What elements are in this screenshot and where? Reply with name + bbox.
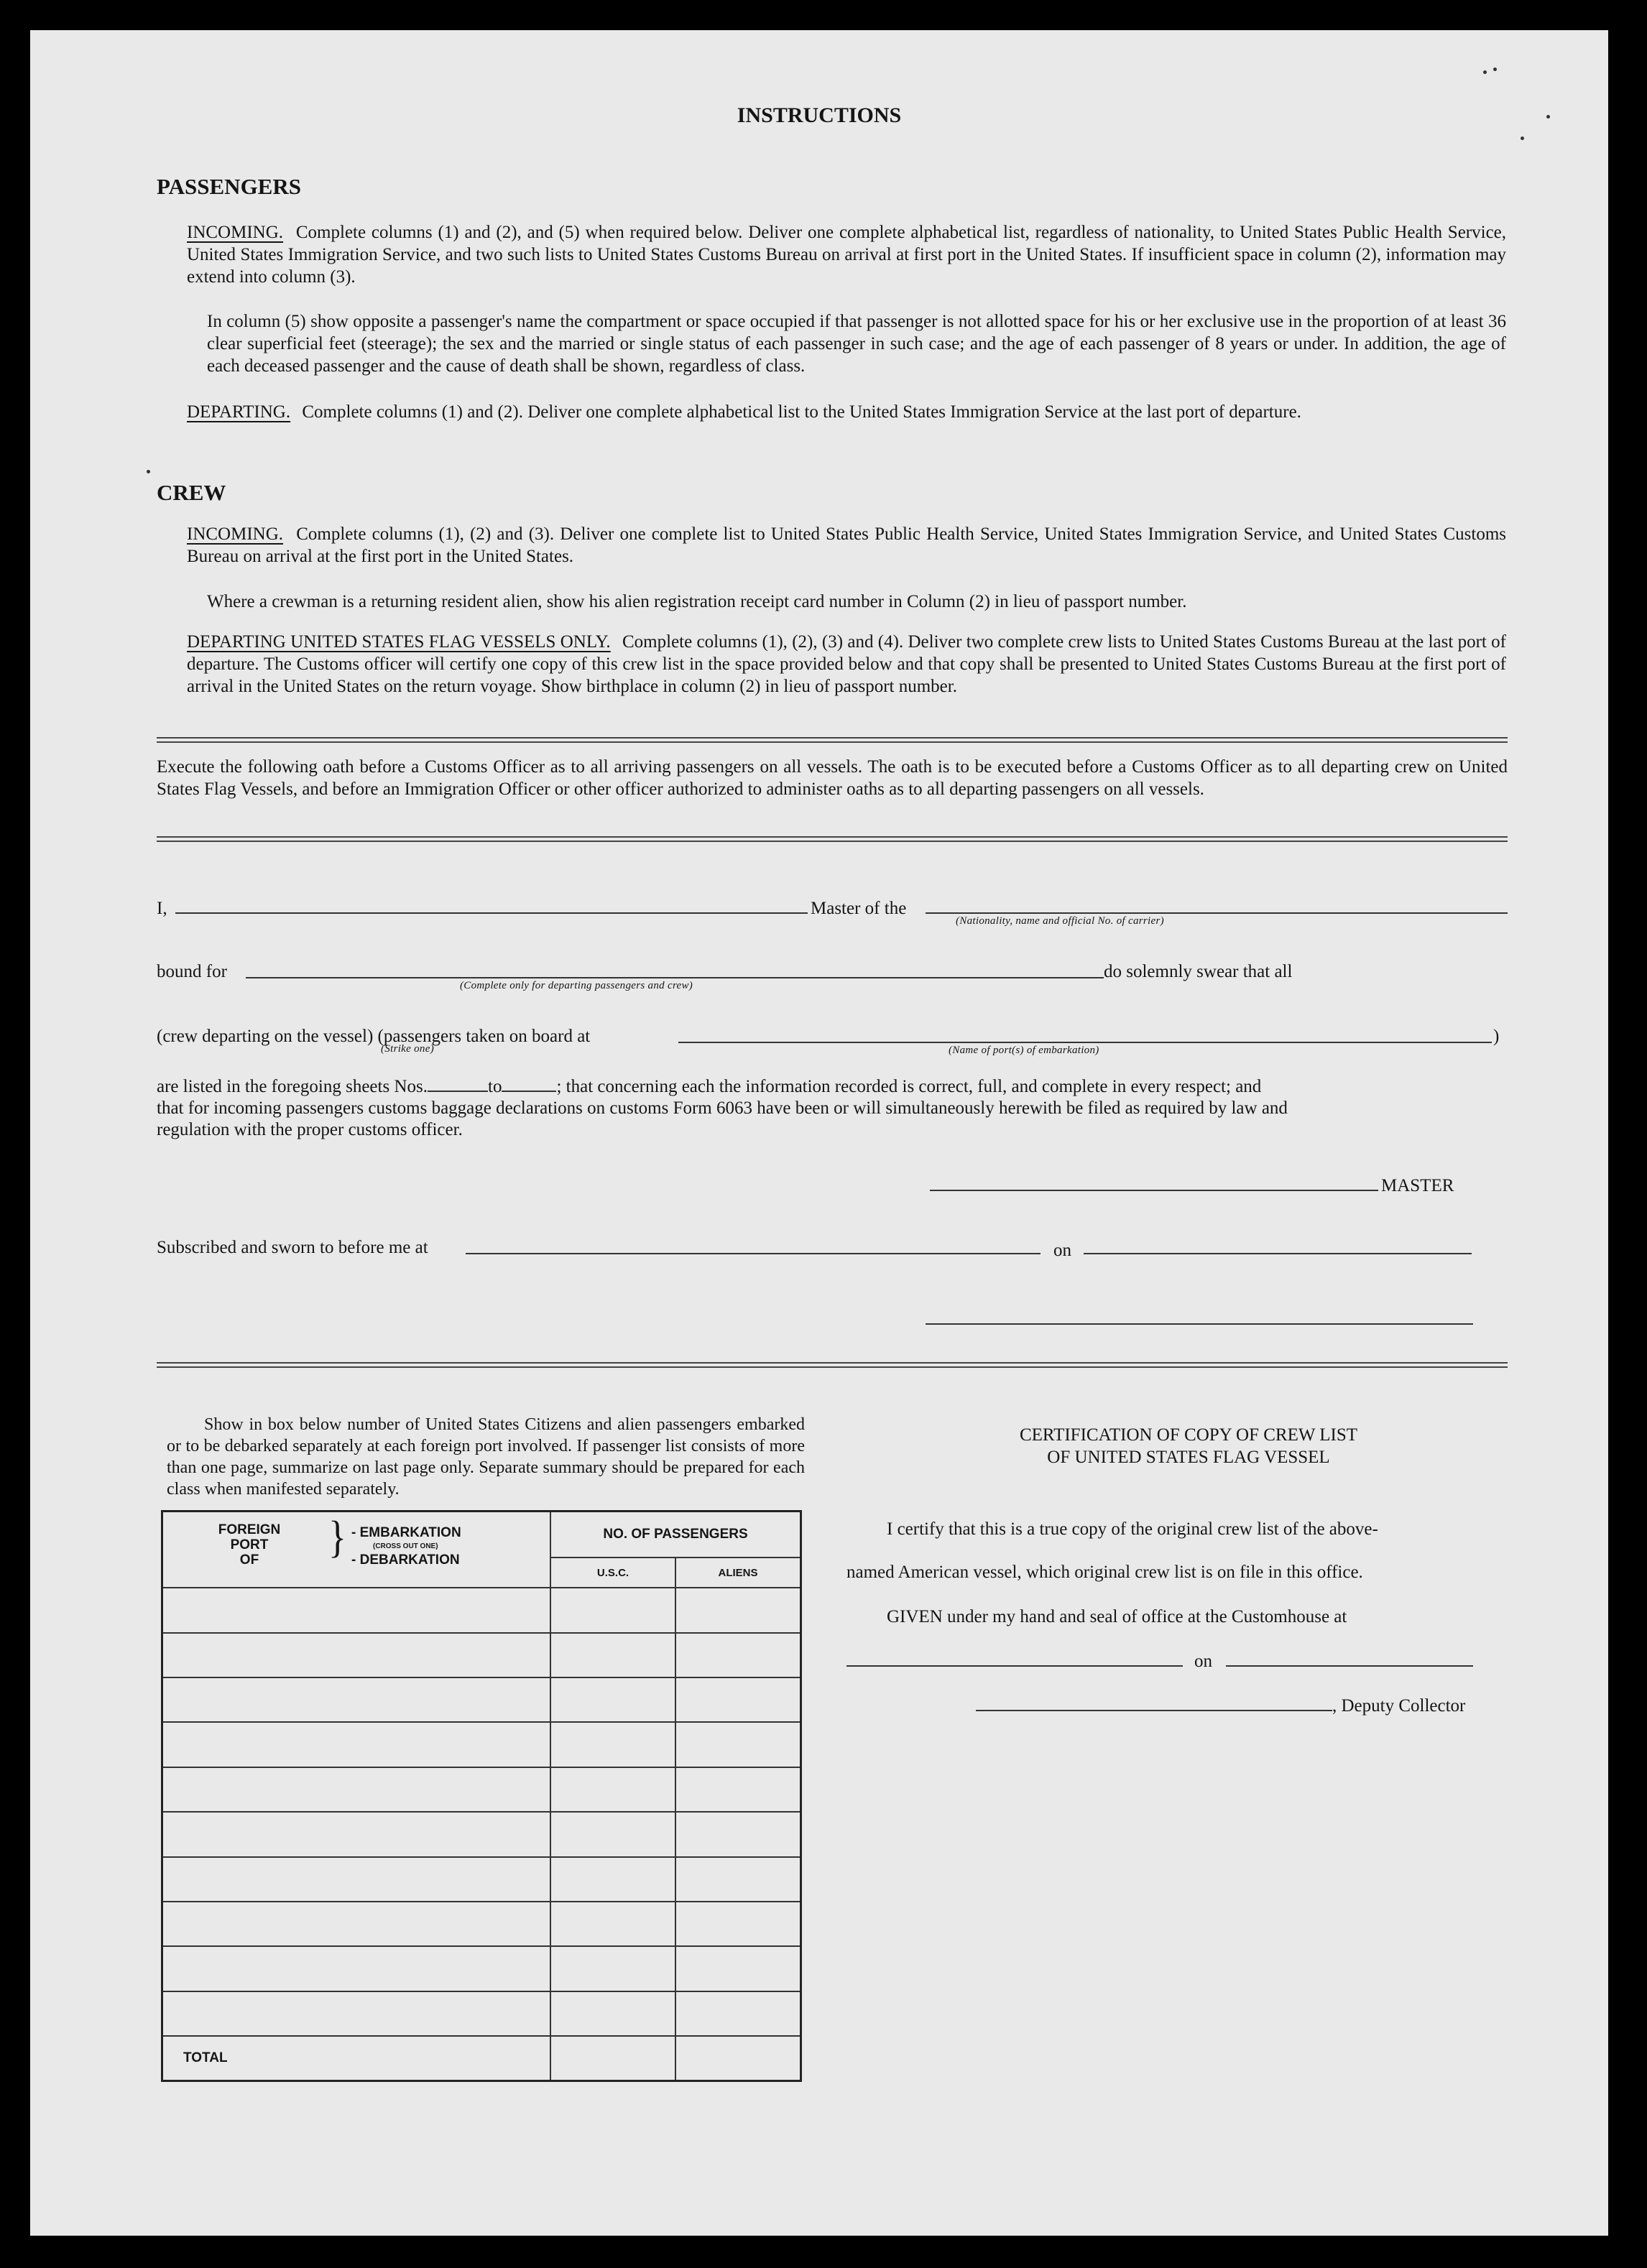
master-signature-field[interactable] [930, 1190, 1378, 1191]
summary-paragraph: Show in box below number of United States Citizens and alien passengers embarked or to be debarked separately at each foreign port involved. If passenger list consists of more than one page, summarize on last page only. Separate summary should be prepared for each class when manifested separately. [167, 1415, 805, 1499]
aliens-cell[interactable] [675, 1946, 801, 1991]
foreign-port-label [192, 1522, 307, 1568]
embarkation-label: - EMBARKATION [351, 1525, 461, 1540]
passenger-summary-table [161, 1510, 802, 2082]
aliens-cell[interactable] [675, 1677, 801, 1722]
cross-out-label: (CROSS OUT ONE) [373, 1542, 438, 1550]
usc-cell[interactable] [550, 1677, 675, 1722]
divider [157, 1362, 1508, 1368]
given-line: GIVEN under my hand and seal of office at the Customhouse at [887, 1607, 1347, 1626]
port-cell[interactable] [162, 1991, 551, 2036]
total-aliens-cell[interactable] [675, 2036, 801, 2080]
oath-i-label: I, [157, 899, 167, 918]
deputy-collector-label: , Deputy Collector [1332, 1696, 1466, 1716]
total-usc-cell[interactable] [550, 2036, 675, 2080]
divider [157, 836, 1508, 842]
passengers-column5-paragraph: In column (5) show opposite a passenger's name the compartment or space occupied if that passenger is not allotted space for his or her exclusive use in the proportion of at least 36 clear superficial feet (steerage); the sex and the married or single status of each passenger in such case; and the age of each passenger of 8 years or under. In addition, the age of each deceased passenger and the cause of death shall be shown, regardless of class. [207, 312, 1506, 376]
usc-cell[interactable] [550, 1812, 675, 1856]
table-row [162, 1588, 801, 1632]
listed-rest-3: regulation with the proper customs officer. [157, 1120, 463, 1139]
table-row [162, 1722, 801, 1767]
table-row [162, 1812, 801, 1856]
crew-incoming-paragraph [187, 523, 1506, 568]
listed-rest-1: ; that concerning each the information recorded is correct, full, and complete in every respect; and [556, 1077, 1262, 1096]
carrier-field[interactable] [926, 912, 1508, 914]
passengers-departing-paragraph [187, 401, 1506, 423]
bound-for-label: bound for [157, 962, 227, 981]
certification-title-line-1: CERTIFICATION OF COPY OF CREW LIST [1019, 1425, 1358, 1445]
passengers-incoming-text: Complete columns (1) and (2), and (5) when required below. Deliver one complete alphabetical list, regardless of nationality, to United States Public Health Service, United States Immigration Service, and two such lists to United States Customs Bureau on arrival at first port in the United States. If insufficient space in column (2), information may extend into column (3). [187, 223, 1507, 287]
divider [157, 737, 1508, 743]
sheet-to-field[interactable] [502, 1091, 556, 1092]
certify-line-2: named American vessel, which original crew list is on file in this office. [846, 1563, 1363, 1582]
aliens-cell[interactable] [675, 1588, 801, 1632]
certification-title-line-2: OF UNITED STATES FLAG VESSEL [1047, 1448, 1330, 1467]
foreign-port-line-1: FOREIGN [218, 1522, 281, 1537]
master-label: MASTER [1381, 1176, 1454, 1195]
nationality-hint: (Nationality, name and official No. of carrier) [956, 915, 1164, 927]
passengers-departing-label: DEPARTING. [187, 402, 291, 422]
port-cell[interactable] [162, 1946, 551, 1991]
port-cell[interactable] [162, 1857, 551, 1902]
customhouse-field[interactable] [846, 1665, 1183, 1667]
close-paren: ) [1493, 1027, 1500, 1046]
usc-cell[interactable] [550, 1767, 675, 1812]
usc-cell[interactable] [550, 1946, 675, 1991]
subscribed-label: Subscribed and sworn to before me at [157, 1238, 428, 1257]
port-cell[interactable] [162, 1588, 551, 1632]
scan-speck [1546, 115, 1550, 119]
no-of-passengers-header: NO. OF PASSENGERS [550, 1512, 801, 1557]
port-cell[interactable] [162, 1722, 551, 1767]
aliens-cell[interactable] [675, 1812, 801, 1856]
passengers-departing-text: Complete columns (1) and (2). Deliver one complete alphabetical list to the United States Immigration Service at the last port of departure. [302, 402, 1301, 422]
form-sheet [30, 30, 1608, 2236]
usc-cell[interactable] [550, 1857, 675, 1902]
foreign-port-line-3: OF [239, 1552, 259, 1568]
port-cell[interactable] [162, 1812, 551, 1856]
crew-departing-label: (crew departing on the vessel) (passengers taken on board at [157, 1027, 591, 1046]
port-header-cell [162, 1512, 551, 1588]
table-row [162, 1677, 801, 1722]
aliens-cell[interactable] [675, 1767, 801, 1812]
master-of-the-label: Master of the [811, 899, 907, 918]
crew-departing-text: Complete columns (1), (2), (3) and (4). Deliver two complete crew lists to United States Customs Bureau at the last port of departure. The Customs officer will certify one copy of this crew list in the space provided below and that copy shall be presented to United States Customs Bureau at the first port of arrival in the United States on the return voyage. Show birthplace in column (2) in lieu of passport number. [187, 632, 1506, 696]
complete-only-hint: (Complete only for departing passengers and crew) [460, 980, 693, 991]
crew-incoming-label: INCOMING. [187, 524, 284, 544]
port-cell[interactable] [162, 1767, 551, 1812]
usc-cell[interactable] [550, 1588, 675, 1632]
usc-cell[interactable] [550, 1991, 675, 2036]
cert-on-label: on [1194, 1652, 1212, 1671]
brace-icon: } [328, 1513, 346, 1563]
sworn-place-field[interactable] [466, 1253, 1041, 1254]
scan-speck [1483, 70, 1487, 74]
are-listed-paragraph [157, 1076, 1508, 1098]
port-embarkation-field[interactable] [678, 1042, 1492, 1043]
foreign-port-line-2: PORT [230, 1537, 269, 1552]
sheet-from-field[interactable] [428, 1091, 488, 1092]
table-row [162, 1633, 801, 1677]
scan-speck [1493, 68, 1497, 71]
table-row [162, 1991, 801, 2036]
passengers-heading: PASSENGERS [157, 174, 301, 199]
table-row [162, 1946, 801, 1991]
port-cell[interactable] [162, 1902, 551, 1946]
crew-resident-paragraph: Where a crewman is a returning resident alien, show his alien registration receipt card number in Column (2) in lieu of passport number. [207, 592, 1187, 611]
port-cell[interactable] [162, 1677, 551, 1722]
table-row [162, 1857, 801, 1902]
aliens-cell[interactable] [675, 1902, 801, 1946]
sworn-on-label: on [1053, 1241, 1071, 1260]
certification-title [869, 1424, 1508, 1468]
aliens-header: ALIENS [675, 1557, 801, 1588]
crew-heading: CREW [157, 480, 226, 505]
listed-rest-2: that for incoming passengers customs baggage declarations on customs Form 6063 have been or will simultaneously herewith be filed as required by law and [157, 1098, 1288, 1118]
usc-header: U.S.C. [550, 1557, 675, 1588]
page-title: INSTRUCTIONS [737, 103, 902, 127]
passengers-incoming-label: INCOMING. [187, 223, 284, 242]
table-row [162, 1902, 801, 1946]
usc-cell[interactable] [550, 1902, 675, 1946]
cert-date-field[interactable] [1226, 1665, 1473, 1667]
officer-signature-field[interactable] [926, 1323, 1473, 1325]
scan-speck [147, 470, 150, 473]
crew-departing-label: DEPARTING UNITED STATES FLAG VESSELS ONLY. [187, 632, 611, 652]
strike-one-hint: (Strike one) [381, 1043, 434, 1055]
master-name-field[interactable] [175, 912, 808, 914]
crew-departing-paragraph [187, 631, 1506, 698]
table-row [162, 1767, 801, 1812]
aliens-cell[interactable] [675, 1991, 801, 2036]
ports-hint: (Name of port(s) of embarkation) [949, 1045, 1099, 1056]
aliens-cell[interactable] [675, 1633, 801, 1677]
port-cell[interactable] [162, 1633, 551, 1677]
crew-incoming-text: Complete columns (1), (2) and (3). Deliver one complete list to United States Public Health Service, United States Immigration Service, and United States Customs Bureau on arrival at the first port in the United States. [187, 524, 1506, 566]
deputy-signature-field[interactable] [976, 1710, 1332, 1711]
scan-speck [1521, 136, 1524, 140]
certify-line-1: I certify that this is a true copy of the original crew list of the above- [887, 1519, 1378, 1539]
oath-intro-paragraph: Execute the following oath before a Customs Officer as to all arriving passengers on all vessels. The oath is to be executed before a Customs Officer as to all departing crew on United States Flag Vessels, and before an Immigration Officer or other officer authorized to administer oaths as to all departing passengers on all vessels. [157, 757, 1508, 799]
sworn-date-field[interactable] [1084, 1253, 1472, 1254]
aliens-cell[interactable] [675, 1722, 801, 1767]
debarkation-label: - DEBARKATION [351, 1552, 460, 1568]
passengers-incoming-paragraph [187, 221, 1506, 288]
bound-for-field[interactable] [246, 977, 1104, 978]
do-swear-label: do solemnly swear that all [1104, 962, 1293, 981]
total-label: TOTAL [162, 2036, 551, 2080]
are-listed-label: are listed in the foregoing sheets Nos. [157, 1077, 428, 1096]
usc-cell[interactable] [550, 1633, 675, 1677]
usc-cell[interactable] [550, 1722, 675, 1767]
to-label: to [488, 1077, 502, 1096]
aliens-cell[interactable] [675, 1857, 801, 1902]
